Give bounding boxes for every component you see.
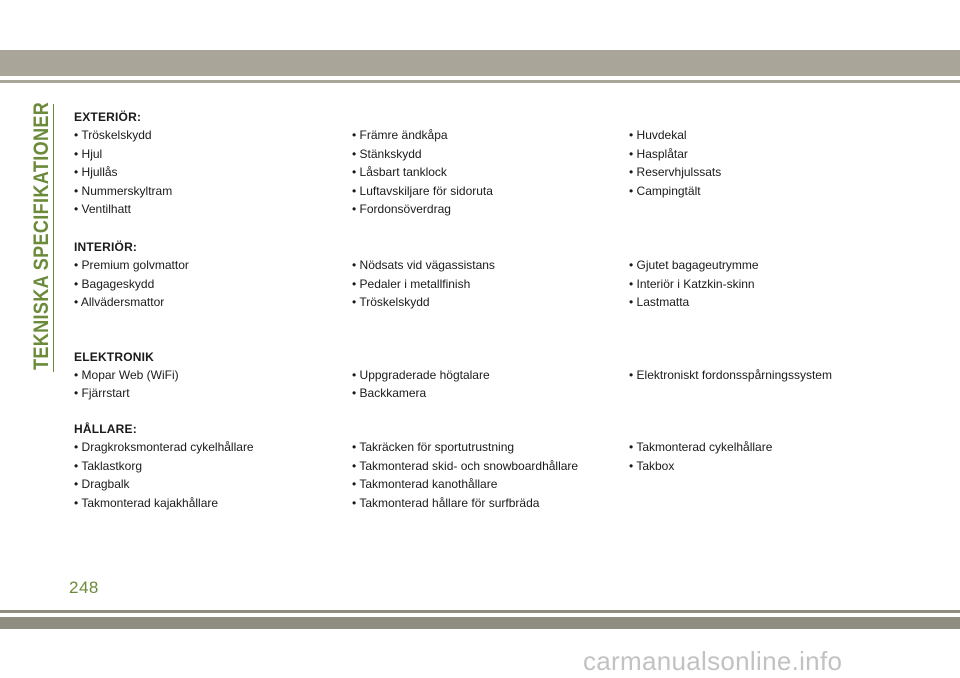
header-band xyxy=(0,50,960,76)
list-item: • Dragbalk xyxy=(74,477,130,492)
list-row xyxy=(74,475,934,494)
section-heading: HÅLLARE: xyxy=(74,421,137,436)
list-row xyxy=(74,126,934,145)
list-item: • Gjutet bagageutrymme xyxy=(629,257,759,272)
list-item: • Takbox xyxy=(629,458,675,473)
section-interior xyxy=(74,238,934,312)
list-item: • Takmonterad skid- och snowboardhållare xyxy=(352,458,579,473)
list-item: • Backkamera xyxy=(352,386,427,401)
list-item: • Takmonterad kanothållare xyxy=(352,477,498,492)
list-item: • Premium golvmattor xyxy=(74,257,189,272)
list-item: • Tröskelskydd xyxy=(352,295,430,310)
list-item: • Takmonterad kajakhållare xyxy=(74,495,219,510)
page-number: 248 xyxy=(69,578,99,597)
section-carriers xyxy=(74,420,934,512)
list-row xyxy=(74,200,934,219)
list-row xyxy=(74,182,934,201)
footer-band xyxy=(0,617,960,629)
list-item: • Pedaler i metallfinish xyxy=(352,276,471,291)
list-item: • Luftavskiljare för sidoruta xyxy=(352,183,493,198)
list-item: • Takmonterad hållare för surfbräda xyxy=(352,495,540,510)
list-item: • Taklastkorg xyxy=(74,458,143,473)
list-item: • Främre ändkåpa xyxy=(352,128,448,142)
list-row xyxy=(74,438,934,457)
list-item: • Lastmatta xyxy=(629,295,690,310)
list-row xyxy=(74,457,934,476)
list-item: • Campingtält xyxy=(629,183,701,198)
list-item: • Reservhjulssats xyxy=(629,165,722,180)
list-item: • Allvädersmattor xyxy=(74,295,165,310)
list-row xyxy=(74,145,934,164)
list-item: • Takmonterad cykelhållare xyxy=(629,439,773,454)
list-item: • Elektroniskt fordonsspårningssystem xyxy=(629,367,832,382)
list-item xyxy=(629,384,929,403)
list-row xyxy=(74,256,934,275)
section-side-title: TEKNISKA SPECIFIKATIONER xyxy=(30,101,53,371)
accessory-list xyxy=(74,108,934,512)
list-item: • Dragkroksmonterad cykelhållare xyxy=(74,439,254,454)
list-item: • Fordonsöverdrag xyxy=(352,202,451,217)
list-item: • Bagageskydd xyxy=(74,276,155,291)
list-item: • Nödsats vid vägassistans xyxy=(352,257,495,272)
section-electronics xyxy=(74,348,934,403)
list-row xyxy=(74,494,934,513)
list-item: • Hjul xyxy=(74,146,103,161)
list-row xyxy=(74,384,934,403)
list-item: • Takräcken för sportutrustning xyxy=(352,439,515,454)
section-exterior xyxy=(74,108,934,219)
list-item: • Tröskelskydd xyxy=(74,128,152,142)
list-item xyxy=(629,475,929,494)
list-item: • Låsbart tanklock xyxy=(352,165,447,180)
list-item: • Nummerskyltram xyxy=(74,183,173,198)
footer-rule xyxy=(0,610,960,613)
list-item: • Stänkskydd xyxy=(352,146,422,161)
list-item: • Ventilhatt xyxy=(74,202,131,217)
watermark: carmanualsonline.info xyxy=(583,646,843,676)
list-item xyxy=(629,200,929,219)
list-row xyxy=(74,366,934,385)
section-heading: EXTERIÖR: xyxy=(74,110,142,124)
list-item: • Hasplåtar xyxy=(629,146,688,161)
section-heading: ELEKTRONIK xyxy=(74,349,154,364)
list-item: • Interiör i Katzkin-skinn xyxy=(629,276,755,291)
header-rule xyxy=(0,80,960,83)
list-row xyxy=(74,163,934,182)
list-item: • Fjärrstart xyxy=(74,386,130,401)
side-title-rule xyxy=(53,104,54,372)
list-row xyxy=(74,275,934,294)
list-row xyxy=(74,293,934,312)
list-item: • Uppgraderade högtalare xyxy=(352,367,490,382)
list-item: • Hjullås xyxy=(74,165,118,180)
section-heading: INTERIÖR: xyxy=(74,239,138,254)
list-item xyxy=(629,494,929,513)
list-item: • Huvdekal xyxy=(629,128,687,142)
list-item: • Mopar Web (WiFi) xyxy=(74,367,179,382)
